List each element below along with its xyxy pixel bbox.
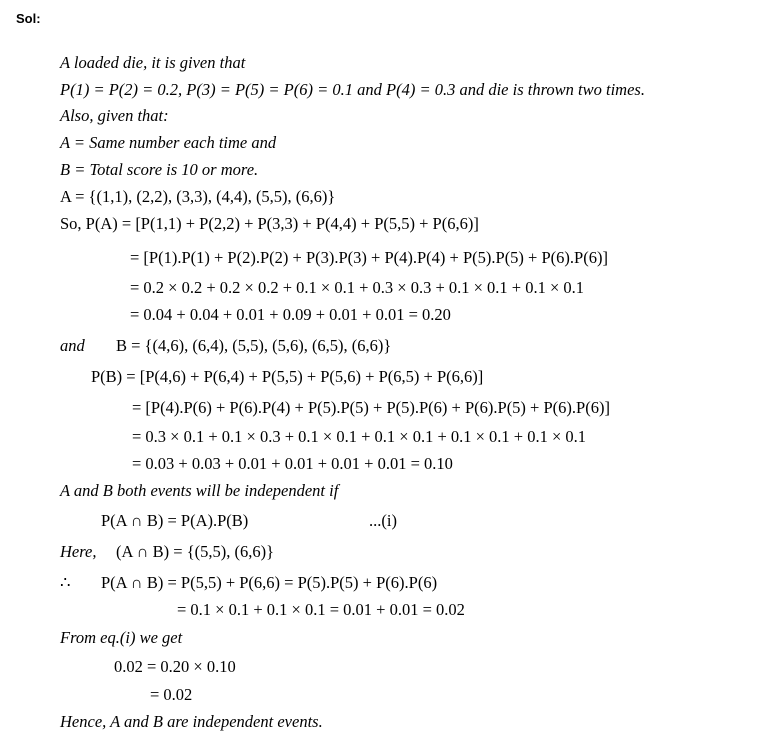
- intro-line: A loaded die, it is given that: [60, 53, 246, 72]
- verification-line-2: = 0.02: [150, 685, 193, 704]
- p-intersection-result: = 0.1 × 0.1 + 0.1 × 0.1 = 0.01 + 0.01 = 0.02: [177, 600, 465, 619]
- p-b-result: = 0.03 + 0.03 + 0.01 + 0.01 + 0.01 + 0.01 = 0.10: [132, 454, 453, 473]
- conclusion-line: Hence, A and B are independent events.: [60, 712, 323, 731]
- independence-condition: P(A ∩ B) = P(A).P(B): [101, 511, 249, 530]
- also-given-line: Also, given that:: [60, 106, 169, 125]
- independence-statement: A and B both events will be independent if: [60, 481, 339, 500]
- given-probabilities: P(1) = P(2) = 0.2, P(3) = P(5) = P(6) = 0.1 and P(4) = 0.3 and die is thrown two times.: [60, 80, 645, 99]
- event-a-set: A = {(1,1), (2,2), (3,3), (4,4), (5,5), (6,6)}: [60, 187, 336, 206]
- p-a-line-2: = [P(1).P(1) + P(2).P(2) + P(3).P(3) + P(4).P(4) + P(5).P(5) + P(6).P(6)]: [130, 248, 608, 267]
- equation-label-i: ...(i): [369, 511, 397, 530]
- therefore-symbol: ∴: [60, 573, 71, 592]
- p-a-result: = 0.04 + 0.04 + 0.01 + 0.09 + 0.01 + 0.01 = 0.20: [130, 305, 451, 324]
- p-b-line-1: P(B) = [P(4,6) + P(6,4) + P(5,5) + P(5,6) + P(6,5) + P(6,6)]: [91, 367, 484, 386]
- and-label: and: [60, 336, 85, 355]
- from-eq-line: From eq.(i) we get: [60, 628, 183, 647]
- solution-heading: Sol:: [16, 11, 41, 26]
- p-b-line-3: = 0.3 × 0.1 + 0.1 × 0.3 + 0.1 × 0.1 + 0.1 × 0.1 + 0.1 × 0.1 + 0.1 × 0.1: [132, 427, 587, 446]
- verification-line-1: 0.02 = 0.20 × 0.10: [114, 657, 236, 676]
- event-b-definition: B = Total score is 10 or more.: [60, 160, 259, 179]
- p-a-line-1: So, P(A) = [P(1,1) + P(2,2) + P(3,3) + P(4,4) + P(5,5) + P(6,6)]: [60, 214, 479, 233]
- p-intersection-line-1: P(A ∩ B) = P(5,5) + P(6,6) = P(5).P(5) + P(6).P(6): [101, 573, 438, 592]
- event-a-definition: A = Same number each time and: [60, 133, 277, 152]
- p-a-line-3: = 0.2 × 0.2 + 0.2 × 0.2 + 0.1 × 0.1 + 0.3 × 0.3 + 0.1 × 0.1 + 0.1 × 0.1: [130, 278, 585, 297]
- here-label: Here,: [60, 542, 97, 561]
- intersection-set: (A ∩ B) = {(5,5), (6,6)}: [116, 542, 275, 561]
- event-b-set: B = {(4,6), (6,4), (5,5), (5,6), (6,5), (6,6)}: [116, 336, 392, 355]
- p-b-line-2: = [P(4).P(6) + P(6).P(4) + P(5).P(5) + P(5).P(6) + P(6).P(5) + P(6).P(6)]: [132, 398, 610, 417]
